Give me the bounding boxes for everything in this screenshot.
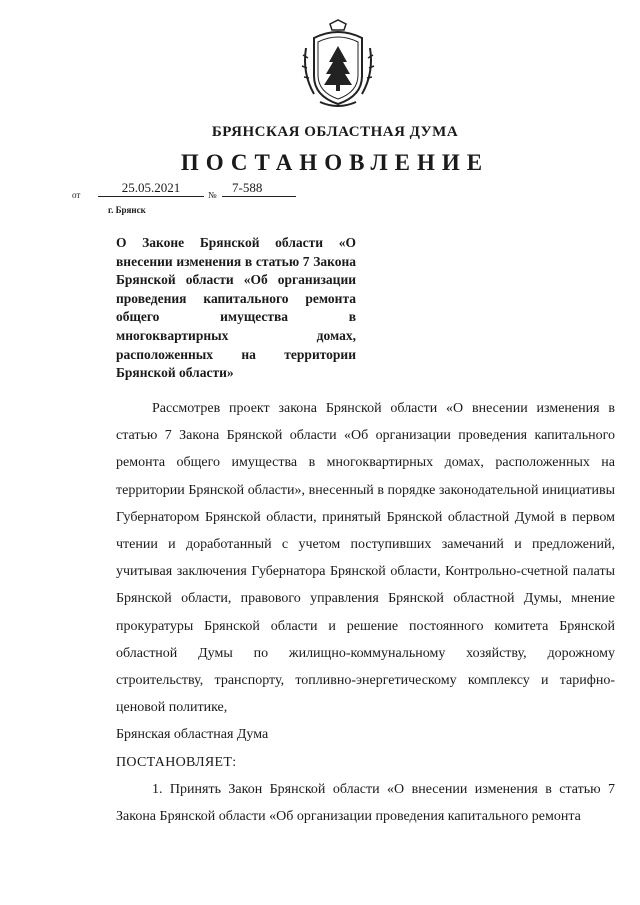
document-date: 25.05.2021 — [98, 180, 204, 197]
resolution-item: 1. Принять Закон Брянской области «О внесении изменения в статью 7 Закона Брянской области «Об организации проведения капитального ремонта — [116, 781, 615, 825]
document-body — [116, 395, 615, 830]
city: г. Брянск — [108, 205, 146, 215]
issuer: Брянская областная Дума — [116, 727, 269, 743]
preamble-paragraph: Рассмотрев проект закона Брянской области «О внесении изменения в статью 7 Закона Брянской области «Об организации проведения капитального ремонта общего имущества в многоквартирных домах, расположенных на территории Брянской области», внесенный в порядке законодательной инициативы Губернатором Брянской области, принятый Брянской областной Думой в первом чтении и доработанный с учетом поступивших замечаний и предложений, учитывая заключения Губернатора Брянской области, Контрольно-счетной палаты Брянской области, правового управления Брянской областной Думы, мнение прокуратуры Брянской области и решение постоянного комитета Брянской областной Думы по жилищно-коммунальному хозяйству, дорожному строительству, транспорту, топливно-энергетическому комплексу и тарифно-ценовой политике, — [116, 401, 615, 716]
document-subject: О Законе Брянской области «О внесении изменения в статью 7 Закона Брянской области «Об организации проведения капитального ремонта общего имущества в многоквартирных домах, расположенных на территории Брянской области» — [116, 235, 356, 381]
document-number: 7-588 — [222, 180, 296, 197]
organization-name: БРЯНСКАЯ ОБЛАСТНАЯ ДУМА — [211, 124, 459, 140]
resolves-heading: ПОСТАНОВЛЯЕТ: — [116, 754, 237, 770]
number-prefix: № — [208, 190, 217, 200]
coat-of-arms-icon — [300, 18, 376, 112]
document-type: ПОСТАНОВЛЕНИЕ — [180, 150, 490, 175]
date-prefix: от — [72, 190, 81, 200]
